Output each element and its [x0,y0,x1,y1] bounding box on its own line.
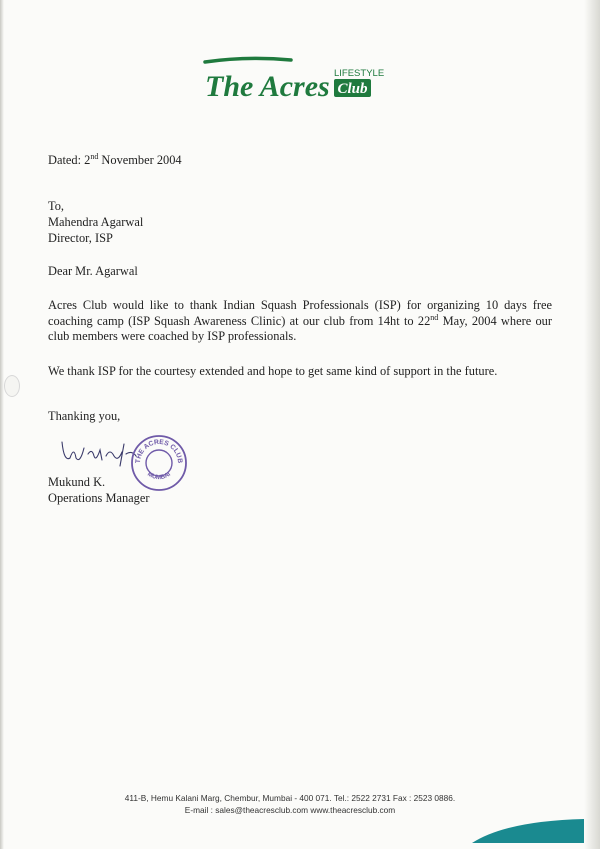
recipient-name: Mahendra Agarwal [48,215,144,229]
footer-email: E-mail : sales@theacresclub.com www.theacresclub.com [184,805,396,815]
acres-club-logo [197,56,385,106]
club-stamp [130,434,188,492]
logo-tagline: LIFESTYLE [334,68,385,79]
signature-text: Mukund [58,471,62,472]
to-line: To, [48,199,64,213]
body-paragraph-1 [48,298,552,345]
stamp-bottom-text: MUMBAI [146,470,172,482]
sender-name: Mukund K. [48,475,106,489]
svg-text:MUMBAI [146,471,172,482]
recipient-title: Director, ISP [48,231,113,245]
date-prefix: Dated: 2 [48,153,91,167]
body1-part2: May, 2004 where our club members were coached by ISP professionals. [48,313,553,344]
salutation: Dear Mr. Agarwal [48,264,138,278]
sender-title: Operations Manager [48,491,150,505]
page-edge-left [0,0,4,849]
logo-brand: The Acres [205,70,330,103]
date-suffix-sup: nd [90,152,99,161]
teal-corner-decoration [466,817,584,843]
body-paragraph-2: We thank ISP for the courtesy extended and hope to get same kind of support in the future. [48,364,498,378]
logo-club: Club [337,81,368,97]
body1-sup: nd [430,312,439,322]
page-edge-right [584,0,600,849]
punch-hole [4,375,20,397]
body1-part1: Acres Club would like to thank Indian Squash Professionals (ISP) for organizing 10 days free coaching camp (ISP Squash Awareness Clinic) at our club from 14ht to 22 [48,298,552,328]
handwritten-signature [58,436,140,472]
stamp-top-text: THE ACRES CLUB [134,438,184,464]
date-suffix: November 2004 [98,153,182,167]
footer-address: 411-B, Hemu Kalani Marg, Chembur, Mumbai - 400 071. Tel.: 2522 2731 Fax : 2523 0886. [124,793,456,803]
closing: Thanking you, [48,409,121,423]
date-line [48,153,182,169]
